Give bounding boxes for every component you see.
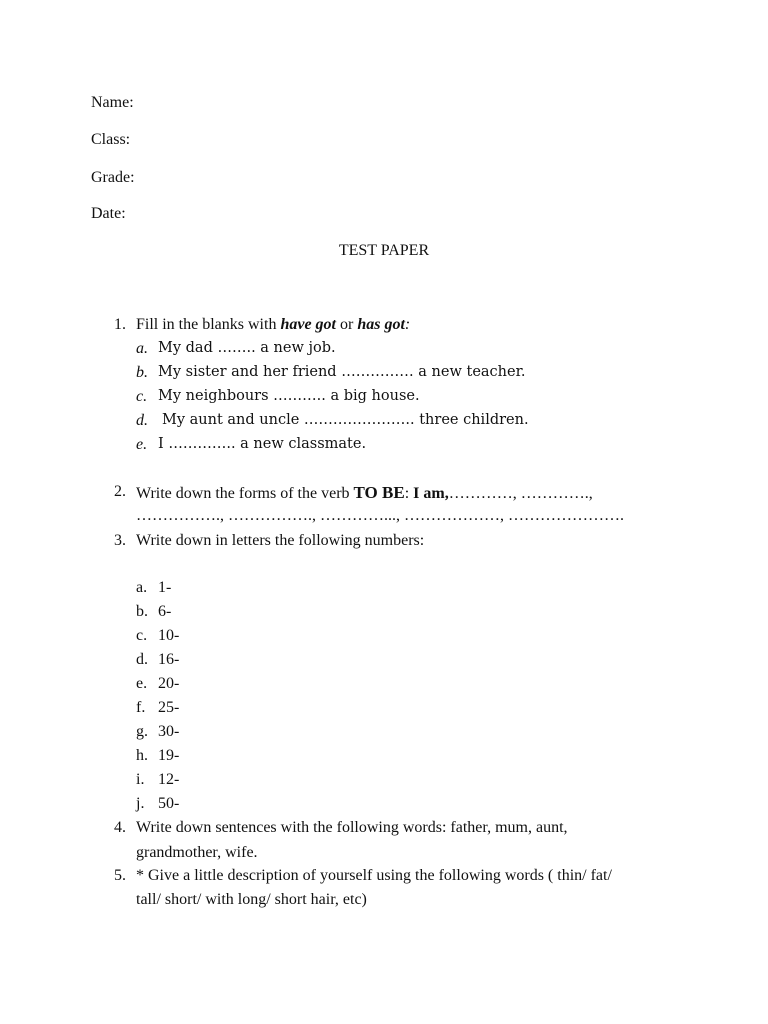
q3-item-letter: e.	[136, 675, 148, 692]
q5-text-line1: * Give a little description of yourself using the following words ( thin/ fat/	[136, 867, 612, 884]
q2-prompt-text: Write down the forms of the verb	[136, 485, 350, 502]
q3-item-letter: f.	[136, 699, 146, 716]
q3-item-letter: g.	[136, 723, 148, 740]
q1-item-text: My sister and her friend …………… a new teacher.	[158, 364, 526, 380]
q3-item-letter: a.	[136, 579, 148, 596]
q2-number: 2.	[114, 483, 126, 500]
q4-text-line2: grandmother, wife.	[136, 844, 258, 861]
q3-item-value: 30-	[158, 723, 180, 740]
q1-term-has-got: has got	[357, 316, 405, 333]
q1-item-letter: a.	[136, 340, 148, 357]
q3-item-letter: h.	[136, 747, 148, 764]
q3-item-letter: d.	[136, 651, 148, 668]
q1-item-text: My dad …….. a new job.	[158, 340, 336, 356]
q3-item-value: 25-	[158, 699, 180, 716]
q1-item-letter: b.	[136, 364, 148, 381]
page-title: TEST PAPER	[338, 242, 430, 259]
q5-text-line2: tall/ short/ with long/ short hair, etc)	[136, 891, 367, 908]
q2-blanks: …………, ………….,	[448, 485, 593, 502]
q1-prompt	[136, 317, 410, 333]
q3-item-value: 6-	[158, 603, 172, 620]
q3-item-value: 10-	[158, 627, 180, 644]
grade-label: Grade:	[91, 169, 135, 186]
q4-text-line1: Write down sentences with the following words: father, mum, aunt,	[136, 819, 568, 836]
q2-prompt	[136, 484, 593, 502]
q3-number: 3.	[114, 532, 126, 549]
q2-example: I am,	[413, 485, 449, 502]
q1-prompt-text: Fill in the blanks with	[136, 316, 277, 333]
q3-item-value: 1-	[158, 579, 172, 596]
q3-item-value: 12-	[158, 771, 180, 788]
date-label: Date:	[91, 205, 126, 222]
q1-number: 1.	[114, 316, 126, 333]
q3-prompt: Write down in letters the following numbers:	[136, 532, 425, 549]
q1-item-letter: e.	[136, 436, 148, 453]
q1-item-letter: c.	[136, 388, 148, 405]
q1-term-have-got: have got	[280, 316, 336, 333]
class-label: Class:	[91, 131, 131, 148]
q2-blanks-line2: ……………., ……………., …………..., ………………, ………………….	[136, 507, 624, 524]
q2-colon: :	[404, 485, 410, 502]
q1-item-text: My neighbours ……….. a big house.	[158, 388, 420, 404]
q4-number: 4.	[114, 819, 126, 836]
q1-colon: :	[404, 316, 411, 333]
q5-number: 5.	[114, 867, 126, 884]
q1-item-text: I ………….. a new classmate.	[158, 436, 367, 452]
q3-item-value: 50-	[158, 795, 180, 812]
q2-verb: TO BE	[353, 483, 405, 502]
name-label: Name:	[91, 94, 134, 111]
q3-item-letter: i.	[136, 771, 145, 788]
q3-item-letter: b.	[136, 603, 148, 620]
q1-item-text: My aunt and uncle ………………….. three children.	[162, 412, 529, 428]
q3-item-letter: c.	[136, 627, 148, 644]
q1-item-letter: d.	[136, 412, 148, 429]
q3-item-value: 16-	[158, 651, 180, 668]
q3-item-value: 20-	[158, 675, 180, 692]
q3-item-letter: j.	[136, 795, 145, 812]
q3-item-value: 19-	[158, 747, 180, 764]
q1-or: or	[340, 316, 354, 333]
